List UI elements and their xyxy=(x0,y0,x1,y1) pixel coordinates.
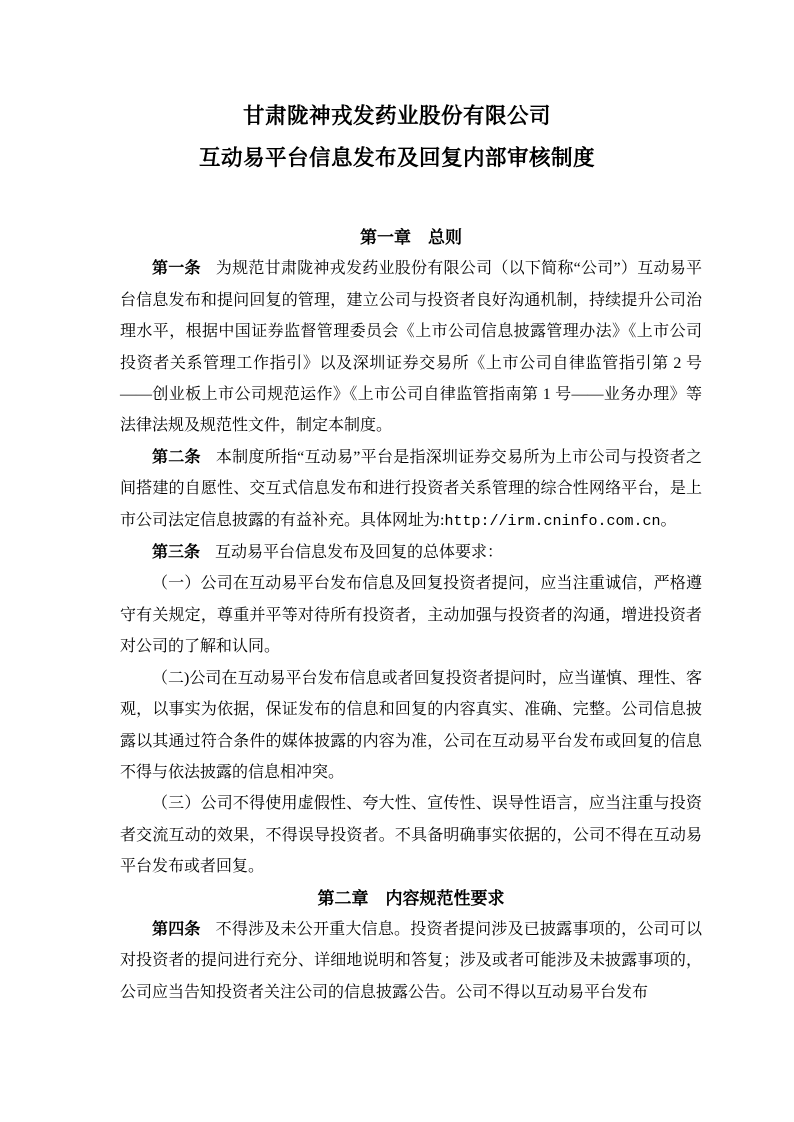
article-1-paragraph xyxy=(120,253,702,441)
article-2-paragraph xyxy=(120,442,702,537)
document-header xyxy=(0,95,794,179)
article-3-item-3: （三）公司不得使用虚假性、夸大性、宣传性、误导性语言，应当注重与投资者交流互动的效果，不得误导投资者。不具备明确事实依据的，公司不得在互动易平台发布或者回复。 xyxy=(120,795,702,876)
article-3-paragraph xyxy=(120,537,702,568)
article-3-text: 互动易平台信息发布及回复的总体要求： xyxy=(215,544,504,562)
article-2-tail: 。 xyxy=(660,511,677,529)
article-3-item-1: （一）公司在互动易平台发布信息及回复投资者提问，应当注重诚信，严格遵守有关规定，尊重并平等对待所有投资者，主动加强与投资者的沟通，增进投资者对公司的了解和认同。 xyxy=(120,575,702,656)
chapter-1-heading: 第一章 总则 xyxy=(360,228,462,247)
document-title-line2: 互动易平台信息发布及回复内部审核制度 xyxy=(198,146,595,170)
article-4-text: 不得涉及未公开重大信息。投资者提问涉及已披露事项的，公司可以对投资者的提问进行充分、详细地说明和答复；涉及或者可能涉及未披露事项的，公司应当告知投资者关注公司的信息披露公告。公司不得以互动易平台发布 xyxy=(120,920,702,1001)
platform-url-text: http://irm.cninfo.com.cn xyxy=(444,512,661,530)
article-1-number: 第一条 xyxy=(152,260,201,278)
article-1-text: 为规范甘肃陇神戎发药业股份有限公司（以下简称“公司”）互动易平台信息发布和提问回复的管理，建立公司与投资者良好沟通机制，持续提升公司治理水平，根据中国证券监督管理委员会《上市公司信息披露管理办法》《上市公司投资者关系管理工作指引》以及深圳证券交易所《上市公司自律监管指引第 2 号——创业板上市公司规范运作》《上市公司自律监管指南第 1 号——业务办理》等法律法规及规范性文件，制定本制度。 xyxy=(120,260,702,435)
article-3-number: 第三条 xyxy=(152,544,201,562)
article-3-item-2: （二)公司在互动易平台发布信息或者回复投资者提问时，应当谨慎、理性、客观，以事实为依据，保证发布的信息和回复的内容真实、准确、完整。公司信息披露以其通过符合条件的媒体披露的内容为准，公司在互动易平台发布或回复的信息不得与依法披露的信息相冲突。 xyxy=(120,669,702,781)
document-body xyxy=(120,222,702,1008)
article-4-paragraph xyxy=(120,914,702,1008)
chapter-2-heading: 第二章 内容规范性要求 xyxy=(317,888,505,908)
document-title-line1: 甘肃陇神戎发药业股份有限公司 xyxy=(242,104,551,128)
article-2-text: 本制度所指“互动易”平台是指深圳证券交易所为上市公司与投资者之间搭建的自愿性、交互式信息发布和进行投资者关系管理的综合性网络平台，是上市公司法定信息披露的有益补充。具体网址为: xyxy=(120,448,702,529)
article-4-number: 第四条 xyxy=(152,920,201,938)
article-2-number: 第二条 xyxy=(152,448,201,466)
